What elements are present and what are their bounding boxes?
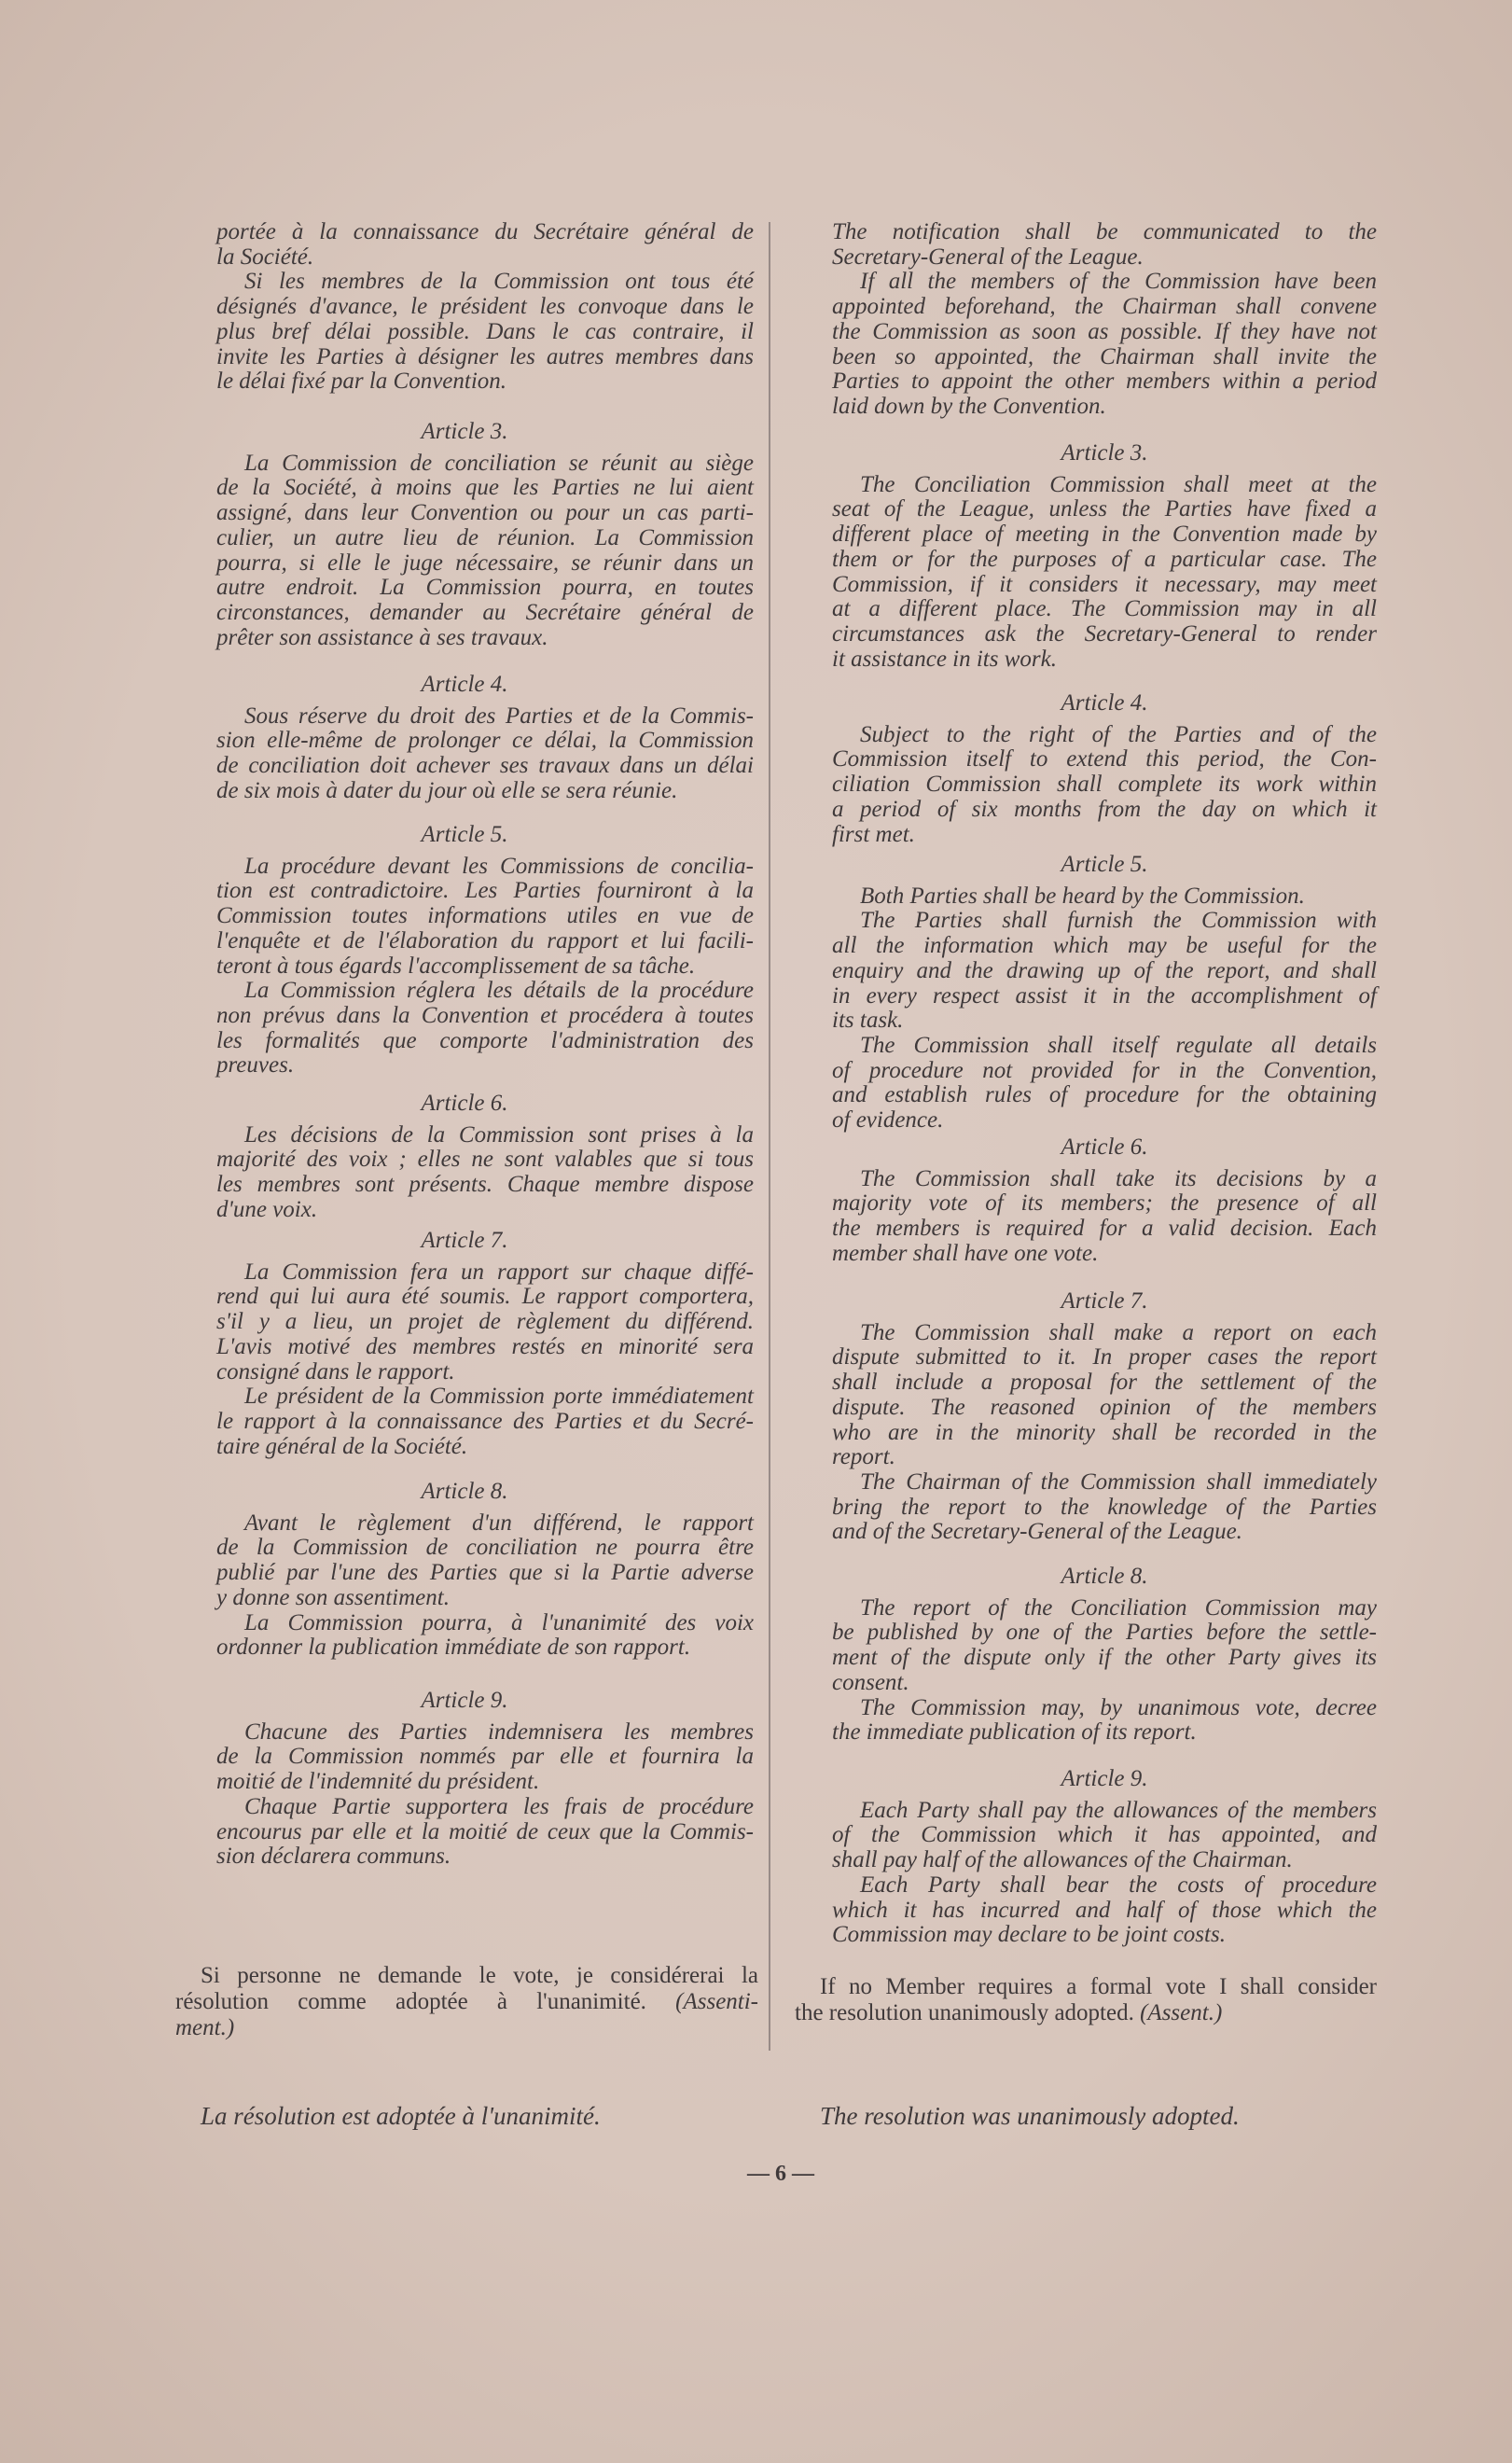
- french-closing-statement: [175, 1963, 758, 2041]
- article-heading: Article 3.: [421, 419, 508, 444]
- english-paragraph: [832, 473, 1377, 673]
- text-line: it assistance in its work.: [832, 646, 1057, 672]
- text-line: dispute submitted to it. In proper cases the report: [832, 1344, 1377, 1371]
- article-heading: Article 8.: [421, 1479, 508, 1504]
- english-paragraph: [832, 723, 1377, 848]
- text-line: The Commission shall itself regulate all details: [860, 1032, 1377, 1058]
- text-line: moitié de l'indemnité du président.: [216, 1769, 540, 1795]
- french-result-note: La résolution est adoptée à l'unanimité.: [201, 2102, 601, 2130]
- text-line: y donne son assentiment.: [216, 1584, 450, 1610]
- text-line: preuves.: [216, 1052, 295, 1078]
- text-line: The Commission shall take its decisions by a: [860, 1165, 1377, 1191]
- english-paragraph: [832, 1799, 1377, 1873]
- text-line: of procedure not provided for in the Convention,: [832, 1057, 1377, 1083]
- statement-text: Si personne ne demande le vote, je considérerai la: [201, 1963, 758, 1988]
- french-paragraph: [216, 1795, 754, 1870]
- text-line: its task.: [832, 1008, 904, 1034]
- french-intro-block: [216, 220, 754, 395]
- text-line: laid down by the Convention.: [832, 393, 1106, 419]
- text-line: The report of the Conciliation Commission may: [860, 1594, 1377, 1621]
- article-heading: Article 5.: [421, 822, 508, 847]
- text-line: consent.: [832, 1669, 909, 1695]
- text-line: Parties to appoint the other members within a period: [832, 369, 1377, 395]
- french-article-block: [216, 1480, 754, 1661]
- text-line: L'avis motivé des membres restés en minorité sera: [216, 1333, 754, 1359]
- text-line: seat of the League, unless the Parties have fixed a: [832, 496, 1377, 522]
- text-line: les formalités que comporte l'administration des: [216, 1027, 754, 1053]
- text-line: de six mois à dater du jour où elle se sera réunie.: [216, 777, 678, 803]
- text-line: La procédure devant les Commissions de concilia-: [244, 853, 754, 879]
- article-heading: Article 7.: [421, 1228, 508, 1253]
- text-line: the Commission as soon as possible. If they have not: [832, 318, 1377, 344]
- assent-note: (Assent.): [1140, 2000, 1223, 2025]
- french-paragraph: [216, 220, 754, 270]
- french-paragraph: [216, 979, 754, 1078]
- text-line: de la Société, à moins que les Parties ne lui aient: [216, 475, 754, 501]
- article-heading: Article 3.: [1061, 440, 1148, 466]
- text-line: Commission itself to extend this period, the Con-: [832, 746, 1377, 772]
- text-line: culier, un autre lieu de réunion. La Commission: [216, 524, 754, 550]
- text-line: consigné dans le rapport.: [216, 1358, 455, 1385]
- english-paragraph: [832, 909, 1377, 1034]
- text-line: [795, 2000, 1377, 2026]
- text-line: désignés d'avance, le président les convoque dans le: [216, 294, 754, 320]
- french-paragraph: [216, 1260, 754, 1385]
- english-paragraph: [832, 1470, 1377, 1545]
- text-line: prêter son assistance à ses travaux.: [216, 624, 548, 650]
- english-article-block: [832, 691, 1377, 847]
- french-paragraph: [216, 855, 754, 980]
- article-heading: Article 6.: [1061, 1134, 1148, 1160]
- text-line: Sous réserve du droit des Parties et de la Commis-: [244, 703, 754, 729]
- text-line: be published by one of the Parties before the settle-: [832, 1620, 1377, 1646]
- text-line: le rapport à la connaissance des Parties et du Secré-: [216, 1408, 754, 1434]
- french-article-block: [216, 420, 754, 650]
- text-line: first met.: [832, 821, 915, 847]
- assent-note: ment.): [175, 2015, 235, 2040]
- text-line: and of the Secretary-General of the League.: [832, 1519, 1242, 1545]
- text-line: a period of six months from the day on which it: [832, 796, 1377, 822]
- english-paragraph: [832, 1167, 1377, 1267]
- text-line: in every respect assist it in the accomplishment of: [832, 982, 1377, 1009]
- assent-note: (Assenti-: [675, 1989, 759, 2014]
- text-line: If all the members of the Commission have been: [860, 269, 1377, 295]
- french-paragraph: [216, 270, 754, 395]
- text-line: teront à tous égards l'accomplissement de sa tâche.: [216, 953, 696, 979]
- statement-text: If no Member requires a formal vote I shall consider: [820, 1974, 1377, 1999]
- text-line: non prévus dans la Convention et procédera à toutes: [216, 1002, 754, 1028]
- text-line: Le président de la Commission porte immédiatement: [244, 1384, 754, 1410]
- text-line: d'une voix.: [216, 1196, 318, 1222]
- text-line: de conciliation doit achever ses travaux dans un délai: [216, 753, 754, 779]
- text-line: Commission may declare to be joint costs.: [832, 1922, 1226, 1948]
- text-line: tion est contradictoire. Les Parties fourniront à la: [216, 878, 754, 904]
- text-line: circonstances, demander au Secrétaire général de: [216, 599, 754, 625]
- text-line: The Parties shall furnish the Commission with: [860, 908, 1377, 934]
- french-paragraph: [216, 1611, 754, 1661]
- text-line: been so appointed, the Chairman shall invite the: [832, 343, 1377, 369]
- text-line: ment of the dispute only if the other Party gives its: [832, 1645, 1377, 1671]
- text-line: s'il y a lieu, un projet de règlement du différend.: [216, 1309, 754, 1335]
- french-paragraph: [216, 1123, 754, 1223]
- text-line: dispute. The reasoned opinion of the members: [832, 1394, 1377, 1420]
- text-line: Secretary-General of the League.: [832, 244, 1144, 270]
- text-line: plus bref délai possible. Dans le cas contraire, il: [216, 318, 754, 344]
- text-line: pourra, si elle le juge nécessaire, se réunir dans un: [216, 550, 754, 576]
- text-line: [175, 1989, 758, 2015]
- article-heading: Article 7.: [1061, 1288, 1148, 1314]
- text-line: enquiry and the drawing up of the report, and shall: [832, 957, 1377, 983]
- text-line: all the information which may be useful for the: [832, 933, 1377, 959]
- french-article-block: [216, 823, 754, 1078]
- french-paragraph: [216, 452, 754, 651]
- article-heading: Article 5.: [1061, 852, 1148, 877]
- text-line: [175, 1963, 758, 1989]
- text-line: of evidence.: [832, 1107, 944, 1134]
- text-line: encourus par elle et la moitié de ceux que la Commis-: [216, 1818, 754, 1844]
- text-line: taire général de la Société.: [216, 1433, 468, 1459]
- french-article-block: [216, 1689, 754, 1870]
- text-line: the immediate publication of its report.: [832, 1719, 1197, 1746]
- text-line: shall pay half of the allowances of the Chairman.: [832, 1847, 1293, 1873]
- text-line: [175, 2015, 758, 2041]
- text-line: les membres sont présents. Chaque membre dispose: [216, 1172, 754, 1198]
- english-paragraph: [832, 220, 1377, 270]
- text-line: Avant le règlement d'un différend, le rapport: [244, 1510, 754, 1536]
- article-heading: Article 4.: [1061, 690, 1148, 716]
- text-line: invite les Parties à désigner les autres membres dans: [216, 343, 754, 369]
- text-line: Commission, if it considers it necessary, may meet: [832, 571, 1377, 597]
- french-paragraph: [216, 704, 754, 804]
- text-line: different place of meeting in the Convention made by: [832, 522, 1377, 548]
- text-line: Subject to the right of the Parties and of the: [860, 721, 1377, 747]
- text-line: la Société.: [216, 244, 314, 270]
- article-heading: Article 9.: [1061, 1766, 1148, 1791]
- text-line: majorité des voix ; elles ne sont valables que si tous: [216, 1147, 754, 1173]
- french-article-block: [216, 673, 754, 804]
- text-line: which it has incurred and half of those which the: [832, 1897, 1377, 1923]
- page-number: — 6 —: [747, 2162, 814, 2186]
- text-line: Si les membres de la Commission ont tous été: [244, 269, 754, 295]
- text-line: majority vote of its members; the presence of all: [832, 1190, 1377, 1217]
- english-paragraph: [832, 270, 1377, 419]
- french-paragraph: [216, 1720, 754, 1795]
- english-paragraph: [832, 884, 1377, 910]
- text-line: member shall have one vote.: [832, 1240, 1099, 1266]
- french-paragraph: [216, 1385, 754, 1459]
- text-line: assigné, dans leur Convention ou pour un cas parti-: [216, 500, 754, 526]
- text-line: l'enquête et de l'élaboration du rapport et lui facili-: [216, 927, 754, 953]
- text-line: at a different place. The Commission may in all: [832, 596, 1377, 622]
- text-line: rend qui lui aura été soumis. Le rapport comportera,: [216, 1284, 754, 1310]
- text-line: de la Commission nommés par elle et fournira la: [216, 1744, 754, 1770]
- text-line: Each Party shall bear the costs of procedure: [860, 1872, 1377, 1898]
- english-article-block: [832, 1767, 1377, 1948]
- english-article-block: [832, 1289, 1377, 1545]
- article-heading: Article 6.: [421, 1091, 508, 1116]
- english-closing-statement: [795, 1974, 1377, 2026]
- text-line: The notification shall be communicated to the: [832, 219, 1377, 244]
- english-result-note: The resolution was unanimously adopted.: [820, 2102, 1240, 2130]
- english-paragraph: [832, 1321, 1377, 1470]
- text-line: the members is required for a valid decision. Each: [832, 1216, 1377, 1242]
- text-line: ordonner la publication immédiate de son rapport.: [216, 1635, 691, 1661]
- text-line: circumstances ask the Secretary-General to render: [832, 620, 1377, 647]
- text-line: La Commission pourra, à l'unanimité des voix: [244, 1609, 754, 1635]
- english-article-block: [832, 1135, 1377, 1267]
- text-line: sion elle-même de prolonger ce délai, la Commission: [216, 728, 754, 754]
- text-line: sion déclarera communs.: [216, 1844, 451, 1870]
- text-line: [795, 1974, 1377, 2000]
- article-heading: Article 8.: [1061, 1564, 1148, 1589]
- statement-text: the resolution unanimously adopted.: [795, 2000, 1134, 2025]
- text-line: appointed beforehand, the Chairman shall convene: [832, 294, 1377, 320]
- text-line: de la Commission de conciliation ne pourra être: [216, 1535, 754, 1561]
- english-intro-block: [832, 220, 1377, 420]
- text-line: La Commission fera un rapport sur chaque diffé-: [244, 1259, 754, 1285]
- english-paragraph: [832, 1034, 1377, 1134]
- text-line: La Commission réglera les détails de la procédure: [244, 978, 754, 1004]
- article-heading: Article 4.: [421, 672, 508, 697]
- text-line: autre endroit. La Commission pourra, en toutes: [216, 575, 754, 601]
- french-article-block: [216, 1092, 754, 1223]
- english-article-block: [832, 853, 1377, 1134]
- text-line: shall include a proposal for the settlement of the: [832, 1370, 1377, 1396]
- english-paragraph: [832, 1873, 1377, 1948]
- text-line: Chacune des Parties indemnisera les membres: [244, 1719, 754, 1745]
- text-line: The Chairman of the Commission shall immediately: [860, 1468, 1377, 1495]
- text-line: le délai fixé par la Convention.: [216, 369, 507, 395]
- text-line: The Conciliation Commission shall meet at the: [860, 471, 1377, 497]
- text-line: The Commission may, by unanimous vote, decree: [860, 1694, 1377, 1720]
- text-line: La Commission de conciliation se réunit au siège: [244, 450, 754, 476]
- english-paragraph: [832, 1596, 1377, 1696]
- french-paragraph: [216, 1511, 754, 1611]
- french-article-block: [216, 1229, 754, 1459]
- statement-text: résolution comme adoptée à l'unanimité.: [175, 1989, 646, 2014]
- english-paragraph: [832, 1696, 1377, 1746]
- text-line: portée à la connaissance du Secrétaire général de: [216, 219, 754, 244]
- text-line: and establish rules of procedure for the obtaining: [832, 1082, 1377, 1108]
- text-line: ciliation Commission shall complete its work within: [832, 772, 1377, 798]
- text-line: of the Commission which it has appointed, and: [832, 1822, 1377, 1848]
- column-divider: [769, 222, 770, 2051]
- text-line: Each Party shall pay the allowances of the members: [860, 1797, 1377, 1823]
- text-line: publié par l'une des Parties que si la Partie adverse: [216, 1560, 754, 1586]
- text-line: The Commission shall make a report on each: [860, 1319, 1377, 1345]
- english-article-block: [832, 441, 1377, 672]
- text-line: Both Parties shall be heard by the Commission.: [860, 883, 1305, 909]
- english-article-block: [832, 1565, 1377, 1746]
- text-line: Chaque Partie supportera les frais de procédure: [244, 1793, 754, 1819]
- text-line: them or for the purposes of a particular case. The: [832, 546, 1377, 572]
- text-line: who are in the minority shall be recorded in the: [832, 1419, 1377, 1445]
- text-line: Les décisions de la Commission sont prises à la: [244, 1121, 754, 1148]
- article-heading: Article 9.: [421, 1688, 508, 1713]
- text-line: bring the report to the knowledge of the Parties: [832, 1494, 1377, 1520]
- text-line: Commission toutes informations utiles en vue de: [216, 903, 754, 929]
- text-line: report.: [832, 1444, 895, 1470]
